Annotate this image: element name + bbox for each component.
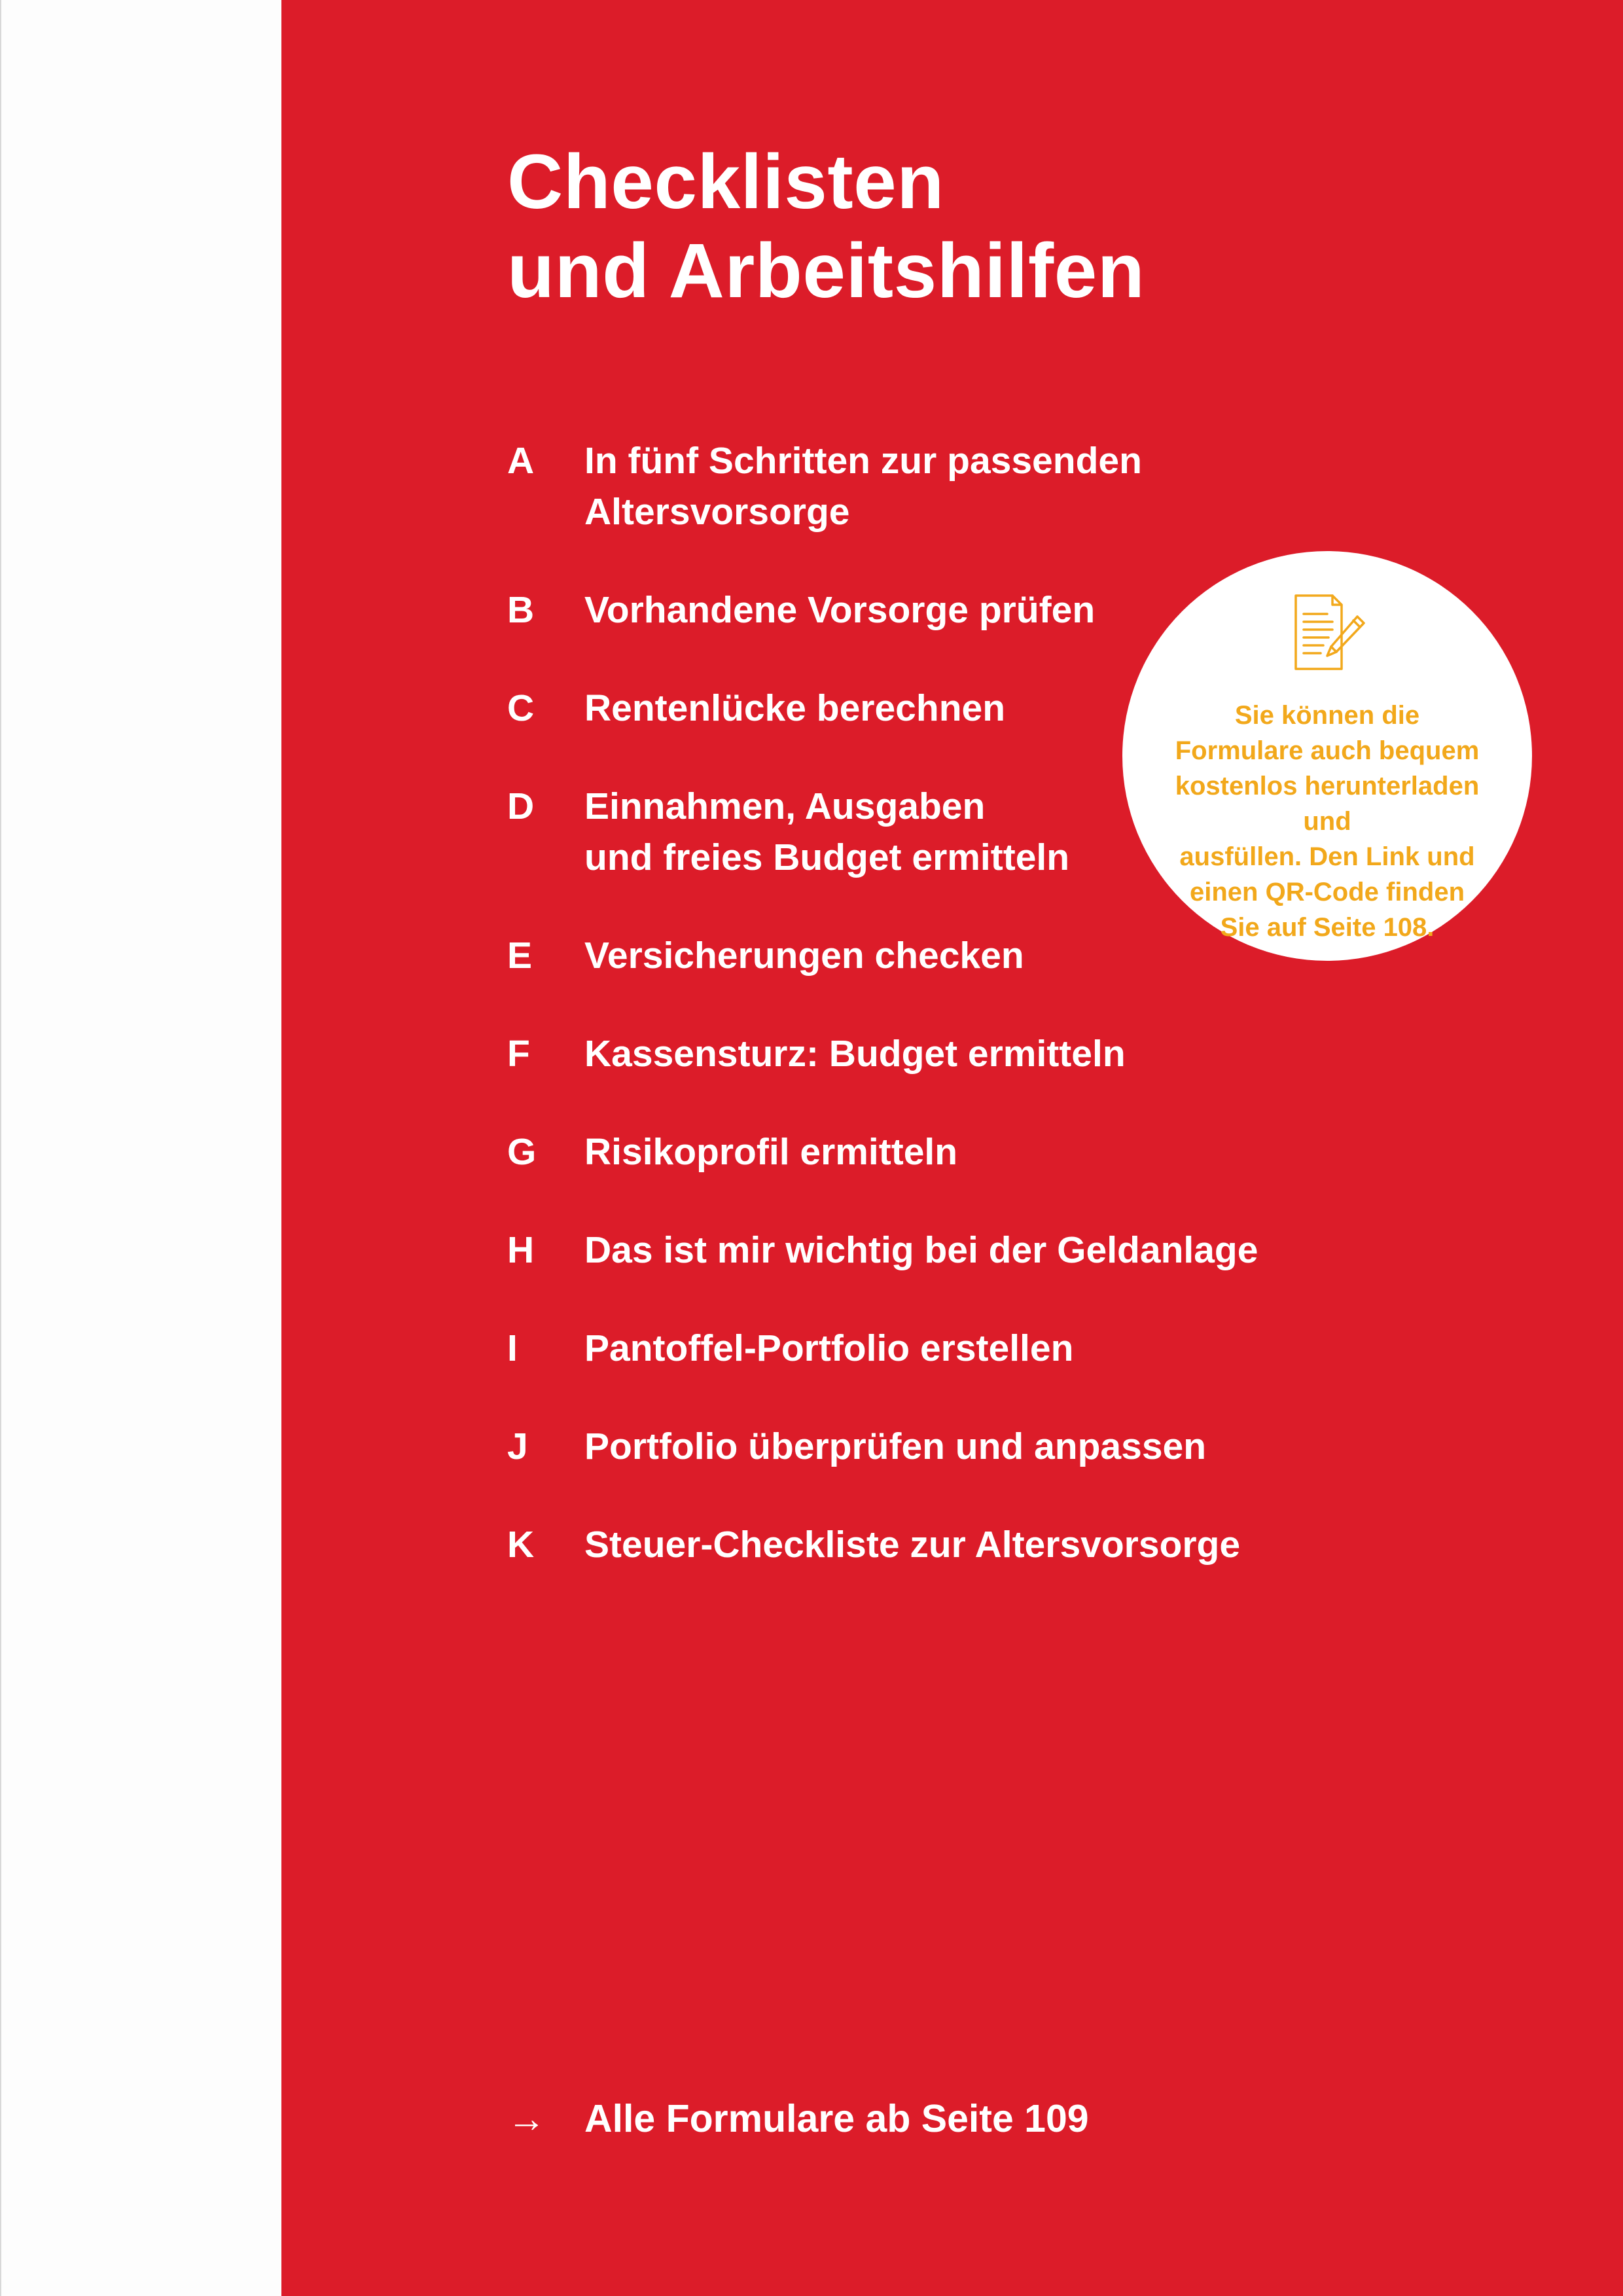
list-item-i[interactable] bbox=[507, 1323, 1325, 1374]
list-item-f[interactable] bbox=[507, 1028, 1325, 1079]
list-item-label-line: Pantoffel-Portfolio erstellen bbox=[584, 1327, 1074, 1369]
page-title-line-1: Checklisten bbox=[507, 139, 944, 225]
list-item-label bbox=[584, 1519, 1325, 1570]
badge-text-line: Sie können die bbox=[1234, 701, 1420, 730]
list-item-letter: B bbox=[507, 589, 535, 631]
list-item-k[interactable] bbox=[507, 1519, 1325, 1570]
list-item-label bbox=[584, 1323, 1325, 1374]
list-item-label-line: Kassensturz: Budget ermitteln bbox=[584, 1033, 1126, 1075]
list-item-label bbox=[584, 435, 1325, 537]
list-item-h[interactable] bbox=[507, 1225, 1325, 1276]
list-item-label-line: Altersvorsorge bbox=[584, 491, 850, 533]
list-item-label bbox=[584, 1126, 1325, 1177]
list-item-letter: G bbox=[507, 1131, 537, 1173]
document-pencil-icon bbox=[1287, 592, 1368, 673]
list-item-label-line: Steuer-Checkliste zur Altersvorsorge bbox=[584, 1524, 1241, 1566]
list-item-letter: E bbox=[507, 935, 533, 977]
list-item-label bbox=[584, 1028, 1325, 1079]
list-item-letter: C bbox=[507, 687, 535, 729]
badge-text-line: Formulare auch bequem bbox=[1175, 736, 1480, 765]
list-item-label-line: und freies Budget ermitteln bbox=[584, 836, 1070, 878]
badge-text-line: Sie auf Seite 108. bbox=[1220, 913, 1435, 942]
list-item-label-line: Vorhandene Vorsorge prüfen bbox=[584, 589, 1096, 631]
list-item-letter: A bbox=[507, 440, 535, 482]
all-forms-link[interactable] bbox=[507, 2091, 1089, 2146]
all-forms-link-label: Alle Formulare ab Seite 109 bbox=[584, 2097, 1089, 2140]
arrow-right-icon: → bbox=[507, 2097, 546, 2140]
list-item-label-line: Risikoprofil ermitteln bbox=[584, 1131, 958, 1173]
list-item-letter: F bbox=[507, 1033, 530, 1075]
list-item-label bbox=[584, 1421, 1325, 1472]
list-item-label bbox=[584, 1225, 1325, 1276]
badge-text-line: kostenlos herunterladen und bbox=[1175, 772, 1480, 836]
list-item-j[interactable] bbox=[507, 1421, 1325, 1472]
list-item-label-line: In fünf Schritten zur passenden bbox=[584, 440, 1142, 482]
list-item-label-line: Das ist mir wichtig bei der Geldanlage bbox=[584, 1229, 1258, 1271]
page-title-line-2: und Arbeitshilfen bbox=[507, 228, 1145, 314]
list-item-g[interactable] bbox=[507, 1126, 1325, 1177]
list-item-label-line: Versicherungen checken bbox=[584, 935, 1024, 977]
badge-text-line: ausfüllen. Den Link und bbox=[1179, 842, 1475, 871]
list-item-label-line: Rentenlücke berechnen bbox=[584, 687, 1006, 729]
left-page-margin bbox=[0, 0, 281, 2296]
list-item-label-line: Einnahmen, Ausgaben bbox=[584, 785, 986, 827]
list-item-label-line: Portfolio überprüfen und anpassen bbox=[584, 1426, 1207, 1467]
badge-text bbox=[1150, 698, 1504, 945]
list-item-letter: I bbox=[507, 1327, 518, 1369]
list-item-a[interactable] bbox=[507, 435, 1325, 537]
list-item-letter: K bbox=[507, 1524, 535, 1566]
list-item-letter: H bbox=[507, 1229, 535, 1271]
list-item-letter: D bbox=[507, 785, 535, 827]
badge-text-line: einen QR-Code finden bbox=[1190, 878, 1465, 906]
page-title bbox=[507, 137, 1145, 315]
list-item-letter: J bbox=[507, 1426, 528, 1467]
download-info-badge bbox=[1122, 551, 1532, 961]
